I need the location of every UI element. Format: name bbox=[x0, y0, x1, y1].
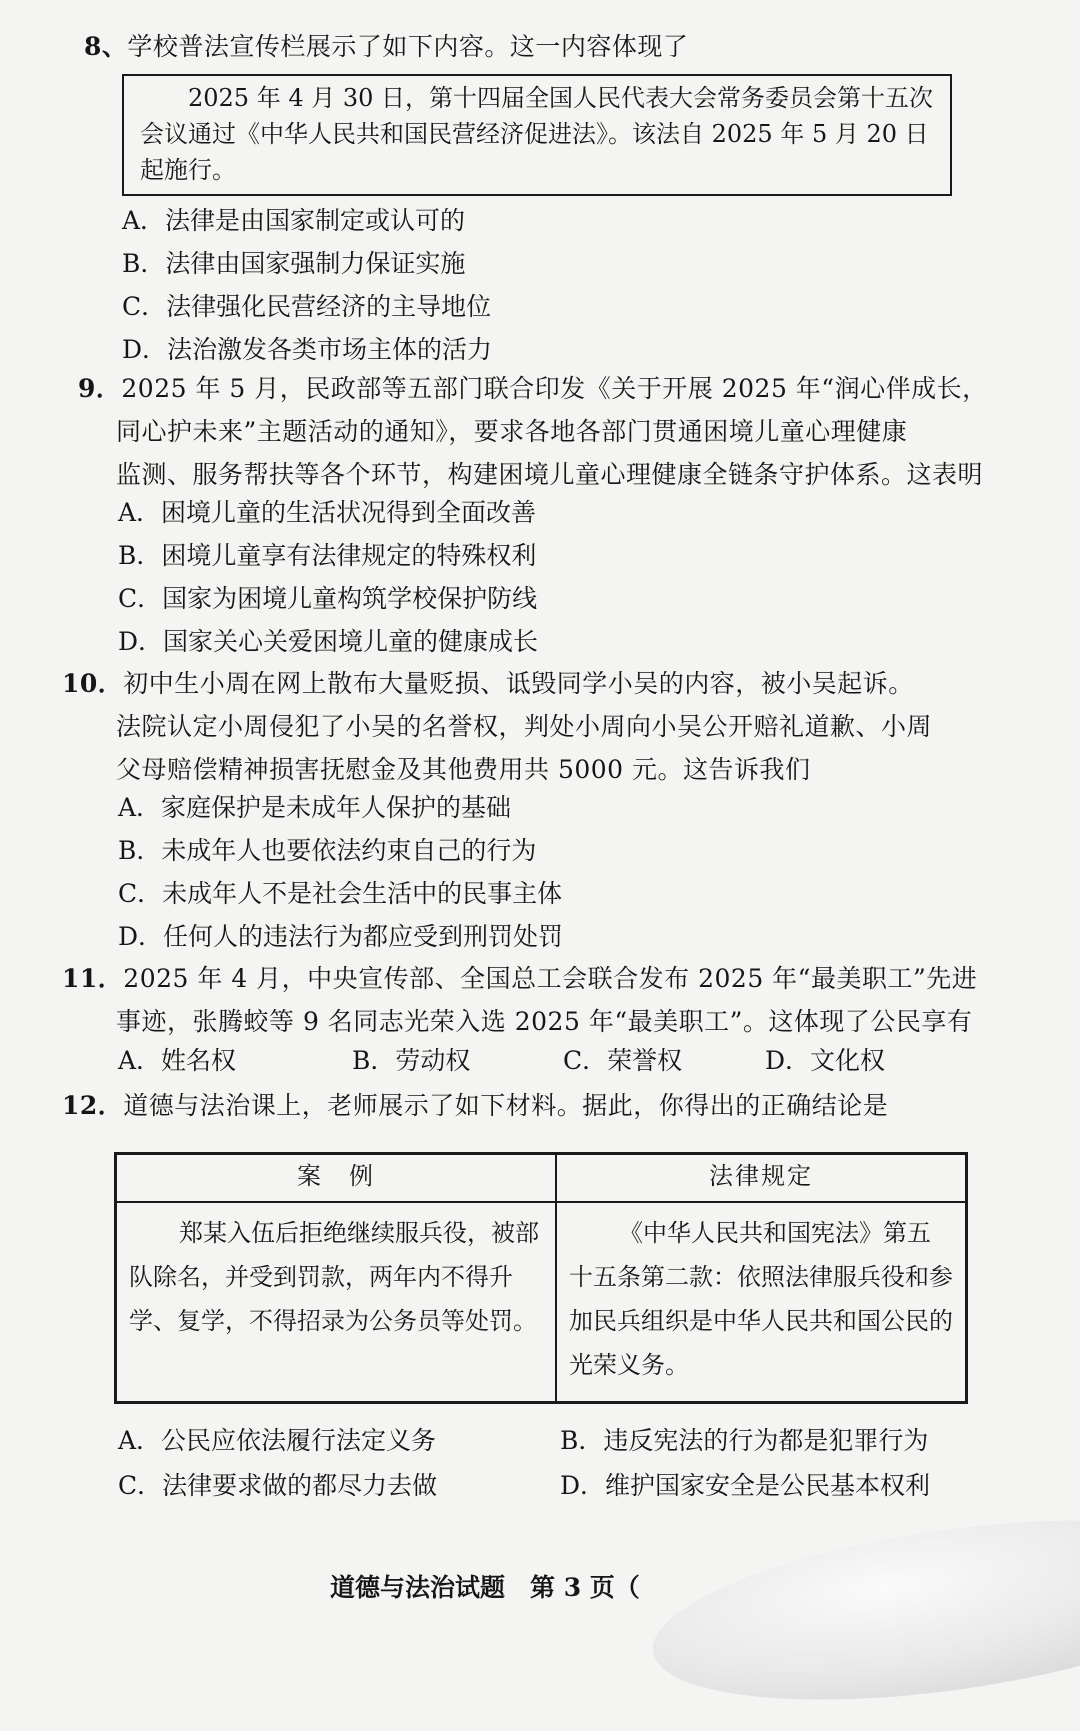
q10-option-b: B．未成年人也要依法约束自己的行为 bbox=[118, 836, 537, 865]
q11-stem bbox=[62, 958, 977, 1000]
q8-number: 8、 bbox=[84, 32, 128, 61]
q8-stem bbox=[84, 26, 688, 68]
q11-option-a: A．姓名权 bbox=[118, 1046, 237, 1075]
q8-material-box bbox=[122, 74, 952, 196]
q12-option-d: D．维护国家安全是公民基本权利 bbox=[560, 1471, 931, 1500]
q11-number: 11． bbox=[62, 964, 124, 993]
q8-option-c: C．法律强化民营经济的主导地位 bbox=[122, 292, 492, 321]
q8-material-text: 2025 年 4 月 30 日，第十四届全国人民代表大会常务委员会第十五次会议通过《中华人民共和国民营经济促进法》。该法自 2025 年 5 月 20 日起施行。 bbox=[140, 84, 934, 184]
q9-line-3: 监测、服务帮扶等各个环节，构建困境儿童心理健康全链条守护体系。这表明 bbox=[116, 460, 984, 489]
q9-line-1: 2025 年 5 月，民政部等五部门联合印发《关于开展 2025 年“润心伴成长， bbox=[121, 374, 988, 403]
q8-option-b: B．法律由国家强制力保证实施 bbox=[122, 249, 466, 278]
q10-number: 10． bbox=[62, 669, 124, 698]
table-cell-law bbox=[556, 1202, 967, 1403]
q9-number: 9． bbox=[78, 374, 122, 403]
q9-line-2: 同心护未来”主题活动的通知》，要求各地各部门贯通困境儿童心理健康 bbox=[116, 417, 908, 446]
q12-case-table bbox=[114, 1152, 968, 1404]
q10-stem bbox=[62, 663, 914, 705]
q10-option-a: A．家庭保护是未成年人保护的基础 bbox=[118, 793, 512, 822]
q9-option-a: A．困境儿童的生活状况得到全面改善 bbox=[118, 498, 537, 527]
q11-line-1: 2025 年 4 月，中央宣传部、全国总工会联合发布 2025 年“最美职工”先进 bbox=[123, 964, 978, 993]
q11-option-c: C．荣誉权 bbox=[563, 1046, 683, 1075]
q11-line-2: 事迹，张腾蛟等 9 名同志光荣入选 2025 年“最美职工”。这体现了公民享有 bbox=[116, 1007, 973, 1036]
case-text: 郑某入伍后拒绝继续服兵役，被部队除名，并受到罚款，两年内不得升学、复学，不得招录为公务员等处罚。 bbox=[129, 1219, 539, 1335]
q10-option-c: C．未成年人不是社会生活中的民事主体 bbox=[118, 879, 563, 908]
law-text: 《中华人民共和国宪法》第五十五条第二款：依照法律服兵役和参加民兵组织是中华人民共和国公民的光荣义务。 bbox=[569, 1219, 953, 1379]
q8-stem-text: 学校普法宣传栏展示了如下内容。这一内容体现了 bbox=[127, 32, 689, 61]
q8-option-a: A．法律是由国家制定或认可的 bbox=[122, 206, 466, 235]
page-curl-shadow bbox=[642, 1489, 1080, 1731]
q10-line-1: 初中生小周在网上散布大量贬损、诋毁同学小吴的内容，被小吴起诉。 bbox=[123, 669, 914, 698]
q9-option-b: B．困境儿童享有法律规定的特殊权利 bbox=[118, 541, 537, 570]
q10-line-2: 法院认定小周侵犯了小吴的名誉权，判处小周向小吴公开赔礼道歉、小周 bbox=[116, 712, 933, 741]
q11-option-b: B．劳动权 bbox=[352, 1046, 471, 1075]
q12-option-a: A．公民应依法履行法定义务 bbox=[118, 1426, 437, 1455]
q8-option-d: D．法治激发各类市场主体的活力 bbox=[122, 335, 493, 364]
q12-option-c: C．法律要求做的都尽力去做 bbox=[118, 1471, 438, 1500]
q12-number: 12． bbox=[62, 1091, 124, 1120]
q12-stem-text: 道德与法治课上，老师展示了如下材料。据此，你得出的正确结论是 bbox=[123, 1091, 889, 1120]
table-cell-case bbox=[116, 1202, 557, 1403]
q12-option-b: B．违反宪法的行为都是犯罪行为 bbox=[560, 1426, 929, 1455]
table-header-case: 案 例 bbox=[116, 1154, 557, 1203]
q10-line-3: 父母赔偿精神损害抚慰金及其他费用共 5000 元。这告诉我们 bbox=[116, 755, 811, 784]
q12-stem bbox=[62, 1085, 888, 1127]
q9-option-c: C．国家为困境儿童构筑学校保护防线 bbox=[118, 584, 538, 613]
q9-stem bbox=[78, 368, 988, 410]
q9-option-d: D．国家关心关爱困境儿童的健康成长 bbox=[118, 627, 539, 656]
q10-option-d: D．任何人的违法行为都应受到刑罚处罚 bbox=[118, 922, 564, 951]
q11-option-d: D．文化权 bbox=[765, 1046, 886, 1075]
page-footer: 道德与法治试题 第 3 页（ bbox=[330, 1573, 640, 1602]
table-header-law: 法律规定 bbox=[556, 1154, 967, 1203]
